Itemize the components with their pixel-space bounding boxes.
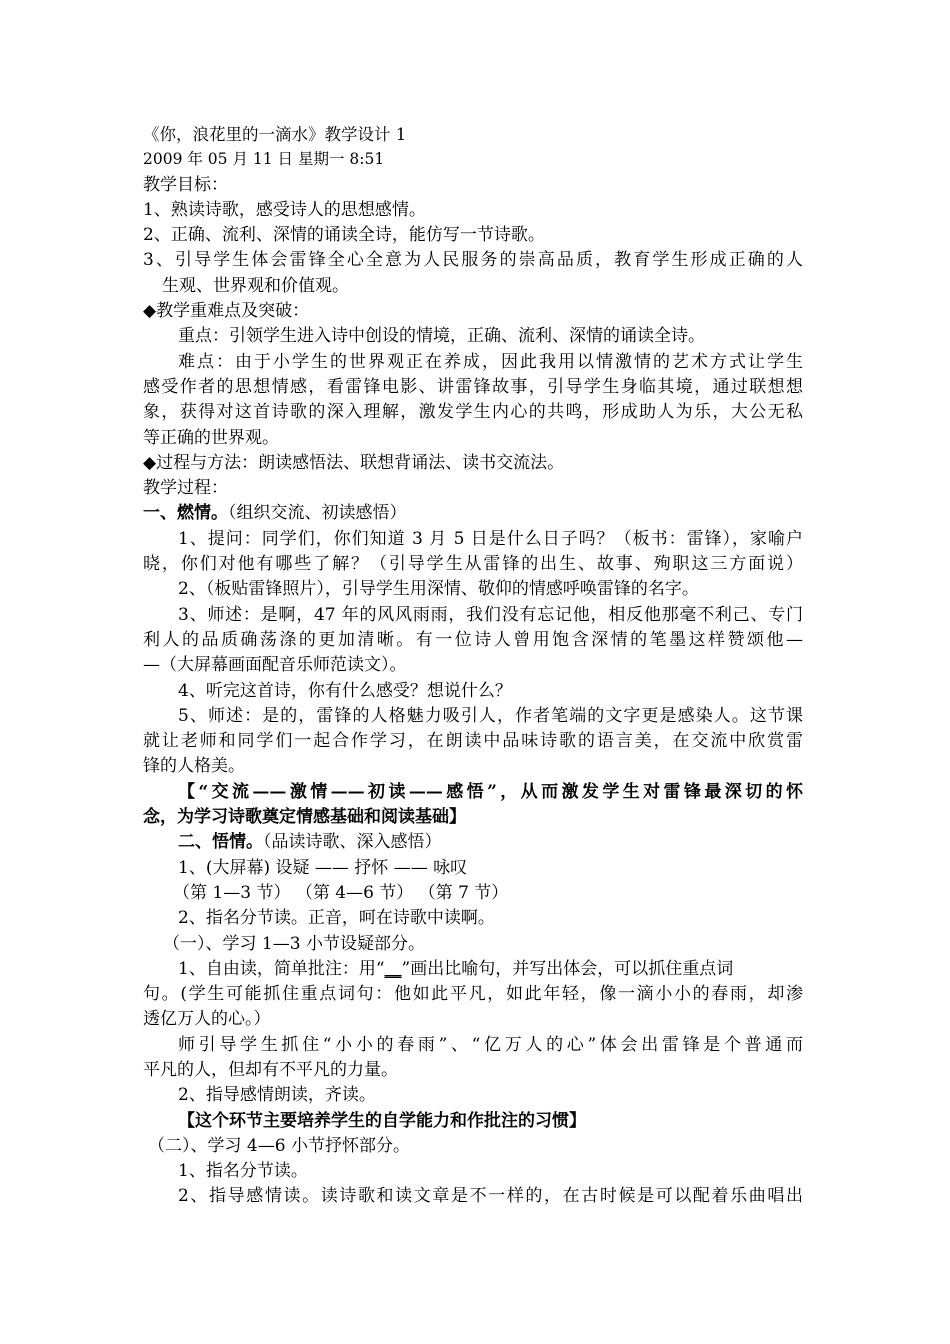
- underline-mark: __: [384, 958, 402, 979]
- paragraph-line: 2、指导感情读。读诗歌和读文章是不一样的，在古时候是可以配着乐曲唱出: [178, 1186, 803, 1207]
- paragraph-line: 5、师述：是的，雷锋的人格魅力吸引人，作者笔端的文字更是感染人。这节课: [178, 705, 803, 726]
- section-1-note: （组织交流、初读感悟）: [228, 503, 407, 524]
- paragraph-line: 师引导学生抓住“小小的春雨”、“亿万人的心”体会出雷锋是个普通而: [178, 1034, 803, 1055]
- difficulty-line: 难点：由于小学生的世界观正在养成，因此我用以情激情的艺术方式让学生: [178, 351, 803, 372]
- goal-3: 3、引导学生体会雷锋全心全意为人民服务的崇高品质，教育学生形成正确的人: [143, 250, 803, 271]
- key-point: 重点：引领学生进入诗中创设的情境，正确、流利、深情的诵读全诗。: [178, 326, 705, 347]
- subsection-heading: （二）、学习 4—6 小节抒怀部分。: [148, 1135, 410, 1156]
- paragraph-line: 锋的人格美。: [143, 756, 245, 777]
- document-page: [143, 122, 803, 1210]
- goals-heading: 教学目标：: [143, 174, 228, 195]
- difficulty-line: 象，获得对这首诗歌的深入理解，激发学生内心的共鸣，形成助人为乐，大公无私: [143, 402, 803, 423]
- document-date: 2009 年 05 月 11 日 星期一 8:51: [143, 150, 385, 169]
- paragraph-line: 4、听完这首诗，你有什么感受？想说什么？: [178, 680, 512, 701]
- summary-note: 念，为学习诗歌奠定情感基础和阅读基础】: [143, 807, 466, 828]
- section-1-title: 一、燃情。: [143, 503, 228, 524]
- paragraph-line: 晓，你们对他有哪些了解？（引导学生从雷锋的出生、故事、殉职这三方面说）: [143, 554, 803, 575]
- text-run: 1、自由读，简单批注：用“: [178, 958, 385, 979]
- summary-note: 【这个环节主要培养学生的自学能力和作批注的习惯】: [178, 1110, 586, 1131]
- paragraph-line: 2、（板贴雷锋照片），引导学生用深情、敬仰的情感呼唤雷锋的名字。: [178, 579, 699, 600]
- process-heading: 教学过程：: [143, 478, 228, 499]
- paragraph-line: [143, 957, 803, 982]
- subsection-heading: （一）、学习 1—3 小节设疑部分。: [163, 933, 425, 954]
- paragraph-line: 1、提问：同学们，你们知道 3 月 5 日是什么日子吗？（板书：雷锋），家喻户: [178, 528, 803, 549]
- text-run: ”画出比喻句，并写出体会，可以抓住重点词: [401, 958, 734, 979]
- paragraph-line: 利人的品质确荡涤的更加清晰。有一位诗人曾用饱含深情的笔墨这样赞颂他—: [143, 629, 803, 650]
- paragraph-line: 句。(学生可能抓住重点词句：他如此平凡，如此年轻，像一滴小小的春雨，却渗: [143, 984, 803, 1005]
- paragraph-line: 1、指名分节读。: [178, 1161, 308, 1182]
- section-2-note: （品读诗歌、深入感悟）: [263, 832, 442, 853]
- goal-2: 2、正确、流利、深情的诵读全诗，能仿写一节诗歌。: [143, 225, 545, 246]
- paragraph-line: 透亿万人的心。）: [143, 1009, 271, 1030]
- document-title: 《你，浪花里的一滴水》教学设计 1: [143, 125, 407, 144]
- key-heading: ◆教学重难点及突破：: [143, 301, 310, 322]
- paragraph-line: 2、指导感情朗读，齐读。: [178, 1085, 376, 1106]
- paragraph-line: 1、(大屏幕) 设疑 —— 抒怀 —— 咏叹: [178, 857, 468, 878]
- paragraph-line: （第 1—3 节） （第 4—6 节） （第 7 节）: [173, 882, 509, 903]
- goal-3-cont: 生观、世界观和价值观。: [162, 275, 349, 296]
- difficulty-line: 感受作者的思想情感，看雷锋电影、讲雷锋故事，引导学生身临其境，通过联想想: [143, 376, 803, 397]
- paragraph-line: 就让老师和同学们一起合作学习，在朗读中品味诗歌的语言美，在交流中欣赏雷: [143, 731, 803, 752]
- difficulty-line: 等正确的世界观。: [143, 427, 279, 448]
- paragraph-line: 2、指名分节读。正音，呵在诗歌中读啊。: [178, 908, 495, 929]
- goal-1: 1、熟读诗歌，感受诗人的思想感情。: [143, 199, 426, 220]
- paragraph-line: 平凡的人，但却有不平凡的力量。: [143, 1059, 398, 1080]
- method-line: ◆过程与方法：朗读感悟法、联想背诵法、读书交流法。: [143, 452, 565, 473]
- section-2-title: 二、悟情。: [178, 832, 263, 853]
- section-2-heading: [143, 830, 803, 855]
- section-1-heading: [143, 501, 803, 526]
- paragraph-line: 3、师述：是啊，47 年的风风雨雨，我们没有忘记他，相反他那毫不利己、专门: [178, 604, 803, 625]
- paragraph-line: —（大屏幕画面配音乐师范读文）。: [143, 655, 407, 676]
- summary-note: 【“交流——激情——初读——感悟”，从而激发学生对雷锋最深切的怀: [178, 781, 803, 802]
